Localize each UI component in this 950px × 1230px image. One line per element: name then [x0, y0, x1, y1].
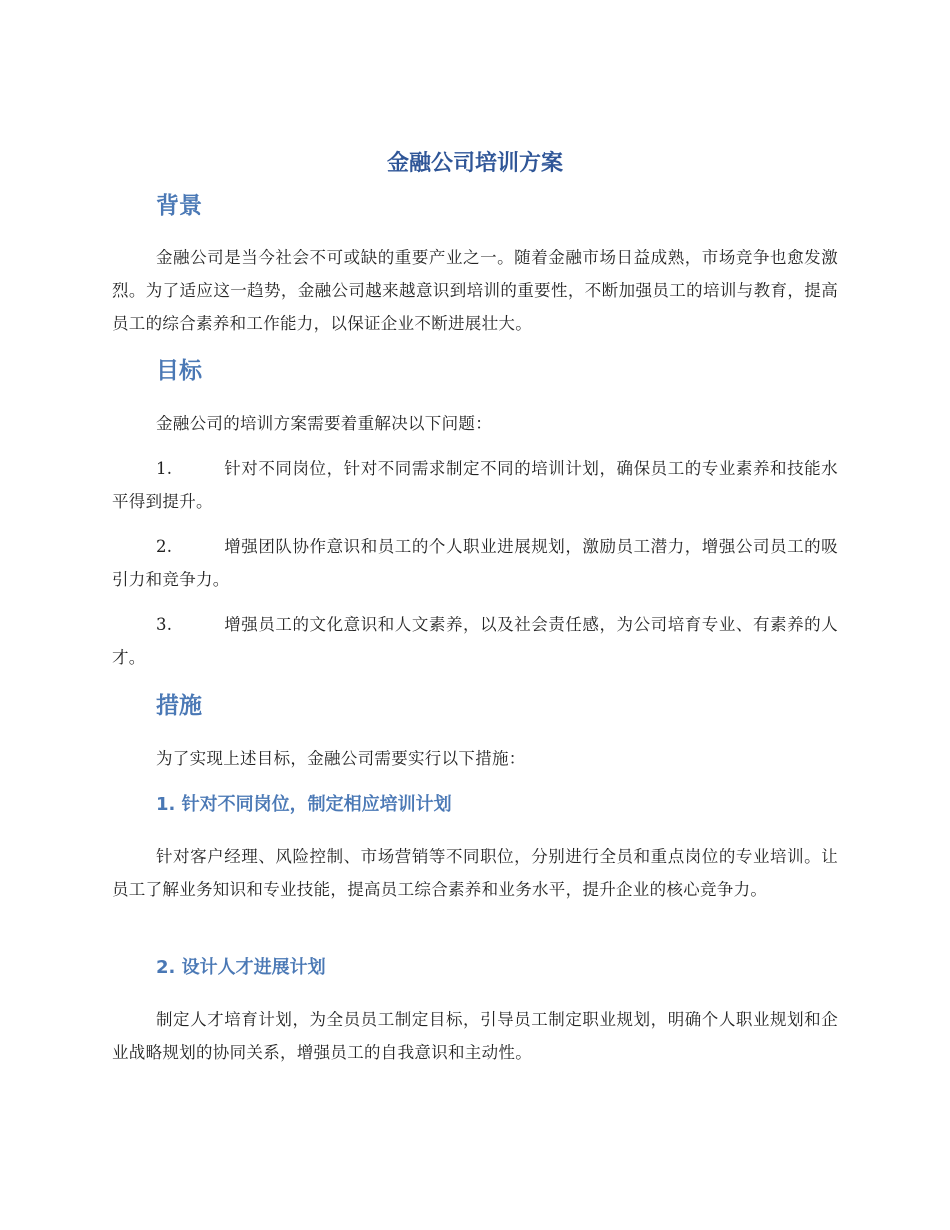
subsection-heading-1: 1. 针对不同岗位，制定相应培训计划 — [156, 794, 452, 815]
measures-sub1-body — [112, 840, 838, 906]
section-heading-goals: 目标 — [156, 358, 202, 384]
section-background-body — [112, 241, 838, 340]
goals-item-text: 增强团队协作意识和员工的个人职业进展规划，激励员工潜力，增强公司员工的吸引力和竞争力。 — [112, 537, 838, 589]
goals-item-number: 2. — [156, 537, 173, 556]
measures-intro-block — [112, 742, 838, 775]
goals-item-text: 增强员工的文化意识和人文素养，以及社会责任感，为公司培育专业、有素养的人才。 — [112, 615, 838, 667]
section-heading-measures: 措施 — [156, 693, 202, 719]
measures-sub1-heading-block — [112, 791, 838, 819]
goals-item-text: 针对不同岗位，针对不同需求制定不同的培训计划，确保员工的专业素养和技能水平得到提升。 — [112, 459, 838, 511]
goals-item-number: 3. — [156, 615, 173, 634]
section-measures-heading-block — [112, 690, 838, 722]
subsection-heading-2: 2. 设计人才进展计划 — [156, 957, 326, 978]
goals-item-2 — [112, 530, 838, 596]
goals-item-1 — [112, 452, 838, 518]
background-paragraph: 金融公司是当今社会不可或缺的重要产业之一。随着金融市场日益成熟，市场竞争也愈发激烈。为了适应这一趋势，金融公司越来越意识到培训的重要性，不断加强员工的培训与教育，提高员工的综合素养和工作能力，以保证企业不断进展壮大。 — [112, 248, 838, 333]
goals-item-number: 1. — [156, 459, 173, 478]
section-goals-heading-block — [112, 355, 838, 387]
goals-intro: 金融公司的培训方案需要着重解决以下问题： — [156, 414, 492, 433]
section-background-heading-block — [112, 190, 838, 222]
goals-intro-block — [112, 407, 838, 440]
measures-sub1-paragraph: 针对客户经理、风险控制、市场营销等不同职位，分别进行全员和重点岗位的专业培训。让员工了解业务知识和专业技能，提高员工综合素养和业务水平，提升企业的核心竞争力。 — [112, 847, 838, 899]
measures-sub2-paragraph: 制定人才培育计划，为全员员工制定目标，引导员工制定职业规划，明确个人职业规划和企业战略规划的协同关系，增强员工的自我意识和主动性。 — [112, 1010, 838, 1062]
measures-sub2-heading-block — [112, 954, 838, 982]
section-heading-background: 背景 — [156, 193, 202, 219]
measures-sub2-body — [112, 1003, 838, 1069]
document-title: 金融公司培训方案 — [386, 151, 563, 176]
goals-item-3 — [112, 608, 838, 674]
measures-intro: 为了实现上述目标，金融公司需要实行以下措施： — [156, 749, 526, 768]
